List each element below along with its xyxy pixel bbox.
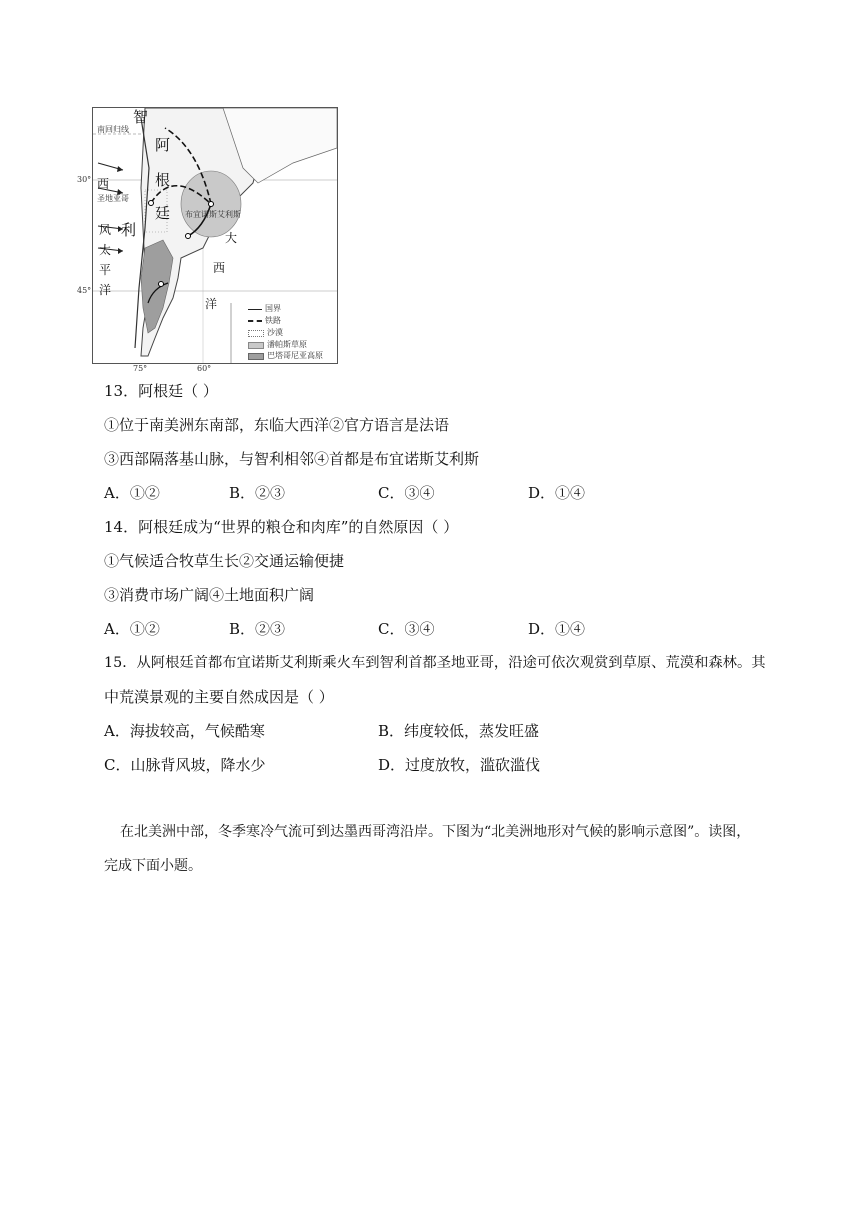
legend-desert: 沙漠 <box>248 329 283 337</box>
q14-option-b[interactable]: B．②③ <box>229 620 286 638</box>
intro-line2: 完成下面小题。 <box>104 858 202 874</box>
q15-option-b[interactable]: B．纬度较低，蒸发旺盛 <box>378 722 540 740</box>
argentina-map <box>77 107 338 373</box>
ocean-west-3: 太 <box>99 243 112 257</box>
ocean-west-5: 洋 <box>99 283 112 297</box>
city-santiago-label: 圣地亚哥 <box>97 194 129 203</box>
q15-option-a[interactable]: A．海拔较高，气候酷寒 <box>104 722 265 740</box>
lat-30-label: 30° <box>77 175 92 184</box>
legend-patagonia: 巴塔哥尼亚高原 <box>248 352 323 360</box>
ocean-west-2: 风 <box>99 223 112 237</box>
tropic-label: 南回归线 <box>97 125 129 134</box>
city-ba-label: 布宜诺斯艾利斯 <box>185 210 241 219</box>
q13-option-b[interactable]: B．②③ <box>229 484 286 502</box>
legend-railway: 铁路 <box>248 317 281 325</box>
q15-option-c[interactable]: C．山脉背风坡，降水少 <box>104 756 266 774</box>
q15-stem-line1: 15．从阿根廷首都布宜诺斯艾利斯乘火车到智利首都圣地亚哥，沿途可依次观赏到草原、荒漠和森林。其 <box>104 655 766 671</box>
q14-option-c[interactable]: C．③④ <box>378 620 435 638</box>
q15-stem-line2: 中荒漠景观的主要自然成因是（ ） <box>104 688 334 706</box>
map-label-arg-2: 根 <box>155 171 171 189</box>
legend-border: 国界 <box>248 305 281 313</box>
legend-pampas: 潘帕斯草原 <box>248 341 307 349</box>
map-label-arg-1: 阿 <box>155 136 171 154</box>
lon-60-label: 60° <box>197 364 212 373</box>
ocean-east-1: 大 <box>225 231 238 245</box>
lat-45-label: 45° <box>77 286 92 295</box>
ocean-west-1: 西 <box>97 177 110 191</box>
map-label-chile-1: 智 <box>133 108 149 126</box>
ocean-east-2: 西 <box>213 261 226 275</box>
q14-option-d[interactable]: D．①④ <box>528 620 586 638</box>
map-label-chile-2: 利 <box>121 221 137 239</box>
q13-line2: ③西部隔落基山脉，与智利相邻④首都是布宜诺斯艾利斯 <box>104 450 480 468</box>
q14-line2: ③消费市场广阔④土地面积广阔 <box>104 586 315 604</box>
q13-option-a[interactable]: A．①② <box>104 484 160 502</box>
map-label-arg-3: 廷 <box>155 204 171 222</box>
q13-stem: 13．阿根廷（ ） <box>104 382 218 400</box>
intro-line1: 在北美洲中部，冬季寒冷气流可到达墨西哥湾沿岸。下图为“北美洲地形对气候的影响示意图”。读图， <box>120 824 751 840</box>
q15-option-d[interactable]: D．过度放牧，滥砍滥伐 <box>378 756 541 774</box>
q13-option-d[interactable]: D．①④ <box>528 484 586 502</box>
ocean-west-4: 平 <box>99 263 112 277</box>
q13-option-c[interactable]: C．③④ <box>378 484 435 502</box>
q14-line1: ①气候适合牧草生长②交通运输便捷 <box>104 552 345 570</box>
ocean-east-3: 洋 <box>205 297 218 311</box>
lon-75-label: 75° <box>133 364 148 373</box>
q14-stem: 14．阿根廷成为“世界的粮仓和肉库”的自然原因（ ） <box>104 518 459 536</box>
q13-line1: ①位于南美洲东南部，东临大西洋②官方语言是法语 <box>104 416 450 434</box>
q14-option-a[interactable]: A．①② <box>104 620 160 638</box>
